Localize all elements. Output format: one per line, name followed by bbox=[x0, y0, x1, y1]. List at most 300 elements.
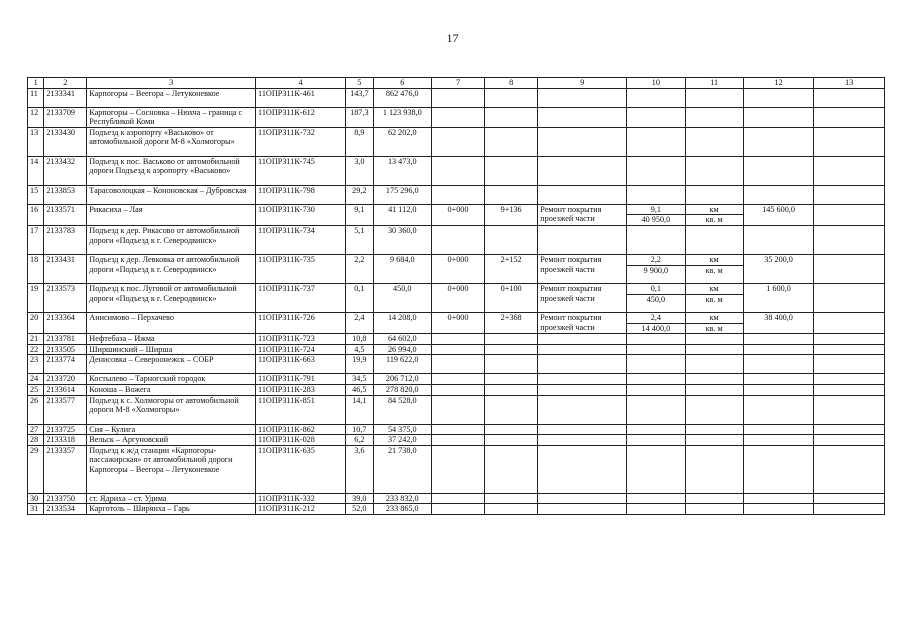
road-code: 2133614 bbox=[44, 384, 87, 395]
repair-cost bbox=[743, 88, 814, 107]
km-to bbox=[485, 185, 538, 204]
repair-cost bbox=[743, 107, 814, 127]
road-id: 11ОПРЗ11К-732 bbox=[256, 127, 346, 156]
empty-cell bbox=[814, 88, 885, 107]
road-code: 2133725 bbox=[44, 424, 87, 435]
quantity-cell bbox=[627, 204, 685, 225]
amount: 1 123 938,0 bbox=[373, 107, 431, 127]
km-from bbox=[431, 334, 484, 345]
unit-area: кв. м bbox=[705, 265, 723, 275]
road-length: 29,2 bbox=[346, 185, 374, 204]
work-type: Ремонт покрытия проезжей части bbox=[538, 254, 627, 283]
empty-cell bbox=[814, 445, 885, 493]
road-id: 11ОПРЗ11К-332 bbox=[256, 493, 346, 504]
quantity-cell bbox=[627, 344, 685, 355]
amount: 64 602,0 bbox=[373, 334, 431, 345]
quantity-cell bbox=[627, 493, 685, 504]
km-from bbox=[431, 225, 484, 254]
road-id: 11ОПРЗ11К-635 bbox=[256, 445, 346, 493]
km-to bbox=[485, 395, 538, 424]
repair-cost bbox=[743, 185, 814, 204]
empty-cell bbox=[814, 355, 885, 374]
road-code: 2133364 bbox=[44, 312, 87, 333]
road-id: 11ОПРЗ11К-283 bbox=[256, 384, 346, 395]
quantity-cell bbox=[627, 424, 685, 435]
km-to bbox=[485, 384, 538, 395]
road-id: 11ОПРЗ11К-735 bbox=[256, 254, 346, 283]
amount: 30 360,0 bbox=[373, 225, 431, 254]
road-id: 11ОПРЗ11К-862 bbox=[256, 424, 346, 435]
km-from bbox=[431, 445, 484, 493]
road-length: 143,7 bbox=[346, 88, 374, 107]
column-number: 3 bbox=[87, 78, 256, 89]
road-name: Рикасиха – Лая bbox=[87, 204, 256, 225]
empty-cell bbox=[814, 344, 885, 355]
km-from bbox=[431, 127, 484, 156]
km-from bbox=[431, 185, 484, 204]
unit-km: км bbox=[686, 313, 743, 324]
road-name: Анисимово – Перхачево bbox=[87, 312, 256, 333]
table-row bbox=[28, 355, 885, 374]
table-row bbox=[28, 435, 885, 446]
row-number: 27 bbox=[28, 424, 44, 435]
table-row bbox=[28, 334, 885, 345]
quantity-cell bbox=[627, 107, 685, 127]
amount: 13 473,0 bbox=[373, 156, 431, 185]
road-length: 8,9 bbox=[346, 127, 374, 156]
row-number: 13 bbox=[28, 127, 44, 156]
unit-cell bbox=[685, 185, 743, 204]
repair-cost: 38 400,0 bbox=[743, 312, 814, 333]
row-number: 12 bbox=[28, 107, 44, 127]
repair-cost bbox=[743, 384, 814, 395]
km-to bbox=[485, 424, 538, 435]
road-code: 2133853 bbox=[44, 185, 87, 204]
quantity-km: 9,1 bbox=[627, 205, 684, 216]
table-row bbox=[28, 127, 885, 156]
table-row bbox=[28, 424, 885, 435]
road-code: 2133573 bbox=[44, 283, 87, 312]
km-to bbox=[485, 225, 538, 254]
repair-cost bbox=[743, 493, 814, 504]
work-type bbox=[538, 395, 627, 424]
unit-cell bbox=[685, 334, 743, 345]
row-number: 18 bbox=[28, 254, 44, 283]
row-number: 14 bbox=[28, 156, 44, 185]
amount: 54 375,0 bbox=[373, 424, 431, 435]
table-row bbox=[28, 156, 885, 185]
row-number: 19 bbox=[28, 283, 44, 312]
road-length: 4,5 bbox=[346, 344, 374, 355]
work-type bbox=[538, 88, 627, 107]
quantity-cell bbox=[627, 395, 685, 424]
road-length: 9,1 bbox=[346, 204, 374, 225]
road-id: 11ОПРЗ11К-724 bbox=[256, 344, 346, 355]
road-length: 2,2 bbox=[346, 254, 374, 283]
empty-cell bbox=[814, 424, 885, 435]
empty-cell bbox=[814, 384, 885, 395]
km-from bbox=[431, 493, 484, 504]
road-length: 14,1 bbox=[346, 395, 374, 424]
unit-area: кв. м bbox=[705, 294, 723, 304]
km-to bbox=[485, 344, 538, 355]
road-length: 187,3 bbox=[346, 107, 374, 127]
km-to bbox=[485, 435, 538, 446]
road-length: 10,8 bbox=[346, 334, 374, 345]
road-code: 2133774 bbox=[44, 355, 87, 374]
row-number: 23 bbox=[28, 355, 44, 374]
unit-km: км bbox=[686, 255, 743, 266]
quantity-cell bbox=[627, 384, 685, 395]
unit-cell bbox=[685, 88, 743, 107]
column-number: 4 bbox=[256, 78, 346, 89]
repair-cost bbox=[743, 156, 814, 185]
road-name: Нефтебаза – Ижма bbox=[87, 334, 256, 345]
table-row bbox=[28, 493, 885, 504]
km-from bbox=[431, 374, 484, 385]
quantity-km: 2,2 bbox=[627, 255, 684, 266]
km-to bbox=[485, 88, 538, 107]
km-from bbox=[431, 355, 484, 374]
road-length: 3,6 bbox=[346, 445, 374, 493]
amount: 21 738,0 bbox=[373, 445, 431, 493]
road-id: 11ОПРЗ11К-734 bbox=[256, 225, 346, 254]
row-number: 26 bbox=[28, 395, 44, 424]
unit-km: км bbox=[686, 284, 743, 295]
amount: 206 712,0 bbox=[373, 374, 431, 385]
row-number: 21 bbox=[28, 334, 44, 345]
work-type bbox=[538, 107, 627, 127]
column-number: 12 bbox=[743, 78, 814, 89]
column-number: 9 bbox=[538, 78, 627, 89]
work-type bbox=[538, 493, 627, 504]
quantity-km: 2,4 bbox=[627, 313, 684, 324]
unit-cell bbox=[685, 374, 743, 385]
column-number-row bbox=[28, 78, 885, 89]
amount: 862 476,0 bbox=[373, 88, 431, 107]
road-length: 10,7 bbox=[346, 424, 374, 435]
quantity-cell bbox=[627, 334, 685, 345]
road-length: 0,1 bbox=[346, 283, 374, 312]
work-type bbox=[538, 127, 627, 156]
quantity-area: 14 400,0 bbox=[641, 323, 671, 333]
work-type bbox=[538, 355, 627, 374]
quantity-cell bbox=[627, 355, 685, 374]
repair-cost bbox=[743, 344, 814, 355]
amount: 175 296,0 bbox=[373, 185, 431, 204]
quantity-km: 0,1 bbox=[627, 284, 684, 295]
km-to bbox=[485, 107, 538, 127]
repair-cost bbox=[743, 424, 814, 435]
road-code: 2133318 bbox=[44, 435, 87, 446]
unit-cell bbox=[685, 395, 743, 424]
table-row bbox=[28, 384, 885, 395]
unit-cell bbox=[685, 204, 743, 225]
amount: 278 820,0 bbox=[373, 384, 431, 395]
km-to: 2+368 bbox=[485, 312, 538, 333]
road-name: Ширшинский – Ширша bbox=[87, 344, 256, 355]
unit-cell bbox=[685, 445, 743, 493]
road-repair-table bbox=[27, 77, 885, 515]
road-name: Тарасоволоцкая – Кононовская – Дубровская bbox=[87, 185, 256, 204]
amount: 233 865,0 bbox=[373, 504, 431, 515]
quantity-cell bbox=[627, 254, 685, 283]
unit-cell bbox=[685, 435, 743, 446]
amount: 119 622,0 bbox=[373, 355, 431, 374]
column-number: 2 bbox=[44, 78, 87, 89]
empty-cell bbox=[814, 374, 885, 385]
km-from: 0+000 bbox=[431, 204, 484, 225]
work-type bbox=[538, 156, 627, 185]
row-number: 28 bbox=[28, 435, 44, 446]
road-id: 11ОПРЗ11К-730 bbox=[256, 204, 346, 225]
table-row bbox=[28, 225, 885, 254]
quantity-cell bbox=[627, 283, 685, 312]
work-type bbox=[538, 185, 627, 204]
road-name: Денисовка – Североонежск – СОБР bbox=[87, 355, 256, 374]
empty-cell bbox=[814, 395, 885, 424]
unit-cell bbox=[685, 107, 743, 127]
road-name: Карпогоры – Сосновка – Нюхча – граница с Республикой Коми bbox=[87, 107, 256, 127]
road-name: Подъезд к дер. Левковка от автомобильной дороги «Подъезд к г. Северодвинск» bbox=[87, 254, 256, 283]
road-length: 52,0 bbox=[346, 504, 374, 515]
column-number: 5 bbox=[346, 78, 374, 89]
km-to bbox=[485, 493, 538, 504]
road-name: Подъезд к аэропорту «Васьково» от автомобильной дороги М-8 «Холмогоры» bbox=[87, 127, 256, 156]
unit-cell bbox=[685, 312, 743, 333]
road-name: Карпогоры – Веегора – Летуконевкое bbox=[87, 88, 256, 107]
work-type bbox=[538, 435, 627, 446]
road-code: 2133571 bbox=[44, 204, 87, 225]
km-to bbox=[485, 334, 538, 345]
unit-cell bbox=[685, 384, 743, 395]
road-code: 2133783 bbox=[44, 225, 87, 254]
km-to bbox=[485, 374, 538, 385]
work-type: Ремонт покрытия проезжей части bbox=[538, 312, 627, 333]
road-name: Коноша – Вожега bbox=[87, 384, 256, 395]
amount: 84 528,0 bbox=[373, 395, 431, 424]
column-number: 11 bbox=[685, 78, 743, 89]
row-number: 17 bbox=[28, 225, 44, 254]
km-from bbox=[431, 88, 484, 107]
amount: 62 202,0 bbox=[373, 127, 431, 156]
table-row bbox=[28, 504, 885, 515]
km-to bbox=[485, 156, 538, 185]
repair-cost bbox=[743, 225, 814, 254]
road-length: 39,0 bbox=[346, 493, 374, 504]
road-code: 2133357 bbox=[44, 445, 87, 493]
empty-cell bbox=[814, 107, 885, 127]
column-number: 8 bbox=[485, 78, 538, 89]
work-type bbox=[538, 374, 627, 385]
unit-cell bbox=[685, 225, 743, 254]
km-from bbox=[431, 344, 484, 355]
road-code: 2133431 bbox=[44, 254, 87, 283]
table-row bbox=[28, 344, 885, 355]
unit-cell bbox=[685, 493, 743, 504]
row-number: 11 bbox=[28, 88, 44, 107]
row-number: 24 bbox=[28, 374, 44, 385]
road-name: Подъезд к пос. Васьково от автомобильной дороги Подъезд к аэропорту «Васьково» bbox=[87, 156, 256, 185]
road-id: 11ОПРЗ11К-212 bbox=[256, 504, 346, 515]
column-number: 10 bbox=[627, 78, 685, 89]
empty-cell bbox=[814, 493, 885, 504]
road-code: 2133430 bbox=[44, 127, 87, 156]
road-length: 34,5 bbox=[346, 374, 374, 385]
column-number: 7 bbox=[431, 78, 484, 89]
road-name: Карготоль – Ширяиха – Гарь bbox=[87, 504, 256, 515]
road-id: 11ОПРЗ11К-028 bbox=[256, 435, 346, 446]
road-code: 2133341 bbox=[44, 88, 87, 107]
column-number: 1 bbox=[28, 78, 44, 89]
road-code: 2133709 bbox=[44, 107, 87, 127]
km-to bbox=[485, 355, 538, 374]
road-code: 2133534 bbox=[44, 504, 87, 515]
km-from bbox=[431, 156, 484, 185]
table-row bbox=[28, 107, 885, 127]
unit-cell bbox=[685, 127, 743, 156]
repair-cost: 1 600,0 bbox=[743, 283, 814, 312]
road-code: 2133432 bbox=[44, 156, 87, 185]
table-row bbox=[28, 374, 885, 385]
repair-cost bbox=[743, 374, 814, 385]
km-to: 0+100 bbox=[485, 283, 538, 312]
work-type bbox=[538, 384, 627, 395]
road-length: 3,0 bbox=[346, 156, 374, 185]
road-name: Сия – Кулига bbox=[87, 424, 256, 435]
km-from: 0+000 bbox=[431, 254, 484, 283]
work-type bbox=[538, 504, 627, 515]
row-number: 15 bbox=[28, 185, 44, 204]
row-number: 22 bbox=[28, 344, 44, 355]
km-to: 9+136 bbox=[485, 204, 538, 225]
road-id: 11ОПРЗ11К-663 bbox=[256, 355, 346, 374]
empty-cell bbox=[814, 283, 885, 312]
row-number: 16 bbox=[28, 204, 44, 225]
road-id: 11ОПРЗ11К-798 bbox=[256, 185, 346, 204]
empty-cell bbox=[814, 204, 885, 225]
road-length: 19,9 bbox=[346, 355, 374, 374]
column-number: 13 bbox=[814, 78, 885, 89]
repair-cost bbox=[743, 504, 814, 515]
road-id: 11ОПРЗ11К-737 bbox=[256, 283, 346, 312]
road-code: 2133750 bbox=[44, 493, 87, 504]
amount: 37 242,0 bbox=[373, 435, 431, 446]
amount: 9 684,0 bbox=[373, 254, 431, 283]
road-name: Вельск – Аргуновский bbox=[87, 435, 256, 446]
empty-cell bbox=[814, 254, 885, 283]
repair-cost bbox=[743, 334, 814, 345]
page-number: 17 bbox=[446, 31, 459, 45]
quantity-cell bbox=[627, 225, 685, 254]
column-number: 6 bbox=[373, 78, 431, 89]
road-name: Подъезд к пос. Луговой от автомобильной дороги «Подъезд к г. Северодвинск» bbox=[87, 283, 256, 312]
quantity-cell bbox=[627, 156, 685, 185]
road-code: 2133505 bbox=[44, 344, 87, 355]
empty-cell bbox=[814, 127, 885, 156]
work-type bbox=[538, 334, 627, 345]
table-row bbox=[28, 312, 885, 333]
quantity-cell bbox=[627, 312, 685, 333]
work-type: Ремонт покрытия проезжей части bbox=[538, 204, 627, 225]
km-from bbox=[431, 435, 484, 446]
km-from bbox=[431, 107, 484, 127]
repair-cost bbox=[743, 435, 814, 446]
row-number: 25 bbox=[28, 384, 44, 395]
work-type bbox=[538, 424, 627, 435]
quantity-cell bbox=[627, 374, 685, 385]
table-row bbox=[28, 445, 885, 493]
work-type: Ремонт покрытия проезжей части bbox=[538, 283, 627, 312]
km-to bbox=[485, 504, 538, 515]
unit-cell bbox=[685, 504, 743, 515]
km-from: 0+000 bbox=[431, 283, 484, 312]
unit-cell bbox=[685, 254, 743, 283]
empty-cell bbox=[814, 435, 885, 446]
unit-area: кв. м bbox=[705, 323, 723, 333]
road-code: 2133720 bbox=[44, 374, 87, 385]
road-code: 2133577 bbox=[44, 395, 87, 424]
unit-cell bbox=[685, 424, 743, 435]
road-code: 2133781 bbox=[44, 334, 87, 345]
road-name: Подъезд к с. Холмогоры от автомобильной дороги М-8 «Холмогоры» bbox=[87, 395, 256, 424]
row-number: 30 bbox=[28, 493, 44, 504]
road-id: 11ОПРЗ11К-791 bbox=[256, 374, 346, 385]
road-length: 5,1 bbox=[346, 225, 374, 254]
table-row bbox=[28, 283, 885, 312]
km-to bbox=[485, 127, 538, 156]
unit-cell bbox=[685, 283, 743, 312]
empty-cell bbox=[814, 312, 885, 333]
repair-cost bbox=[743, 127, 814, 156]
amount: 41 112,0 bbox=[373, 204, 431, 225]
road-id: 11ОПРЗ11К-726 bbox=[256, 312, 346, 333]
row-number: 20 bbox=[28, 312, 44, 333]
amount: 14 208,0 bbox=[373, 312, 431, 333]
quantity-area: 450,0 bbox=[646, 294, 666, 304]
road-id: 11ОПРЗ11К-461 bbox=[256, 88, 346, 107]
km-from bbox=[431, 384, 484, 395]
repair-cost: 35 200,0 bbox=[743, 254, 814, 283]
table-row bbox=[28, 254, 885, 283]
unit-cell bbox=[685, 344, 743, 355]
unit-km: км bbox=[686, 205, 743, 216]
repair-cost bbox=[743, 355, 814, 374]
road-name: Костылево – Тарногский городок bbox=[87, 374, 256, 385]
quantity-cell bbox=[627, 435, 685, 446]
empty-cell bbox=[814, 185, 885, 204]
row-number: 29 bbox=[28, 445, 44, 493]
road-name: Подъезд к ж/д станции «Карпогоры-пассажирская» от автомобильной дороги Карпогоры – Веегора – Летуконевкое bbox=[87, 445, 256, 493]
quantity-cell bbox=[627, 504, 685, 515]
road-id: 11ОПРЗ11К-612 bbox=[256, 107, 346, 127]
quantity-cell bbox=[627, 185, 685, 204]
empty-cell bbox=[814, 504, 885, 515]
unit-area: кв. м bbox=[705, 215, 723, 225]
unit-cell bbox=[685, 355, 743, 374]
work-type bbox=[538, 225, 627, 254]
quantity-area: 40 950,0 bbox=[641, 215, 671, 225]
table-row bbox=[28, 204, 885, 225]
quantity-cell bbox=[627, 127, 685, 156]
quantity-area: 9 900,0 bbox=[643, 265, 669, 275]
km-from bbox=[431, 395, 484, 424]
km-from: 0+000 bbox=[431, 312, 484, 333]
road-name: ст. Ядриха – ст. Удима bbox=[87, 493, 256, 504]
road-name: Подъезд к дер. Рикасово от автомобильной дороги «Подъезд к г. Северодвинск» bbox=[87, 225, 256, 254]
road-length: 6,2 bbox=[346, 435, 374, 446]
road-id: 11ОПРЗ11К-851 bbox=[256, 395, 346, 424]
